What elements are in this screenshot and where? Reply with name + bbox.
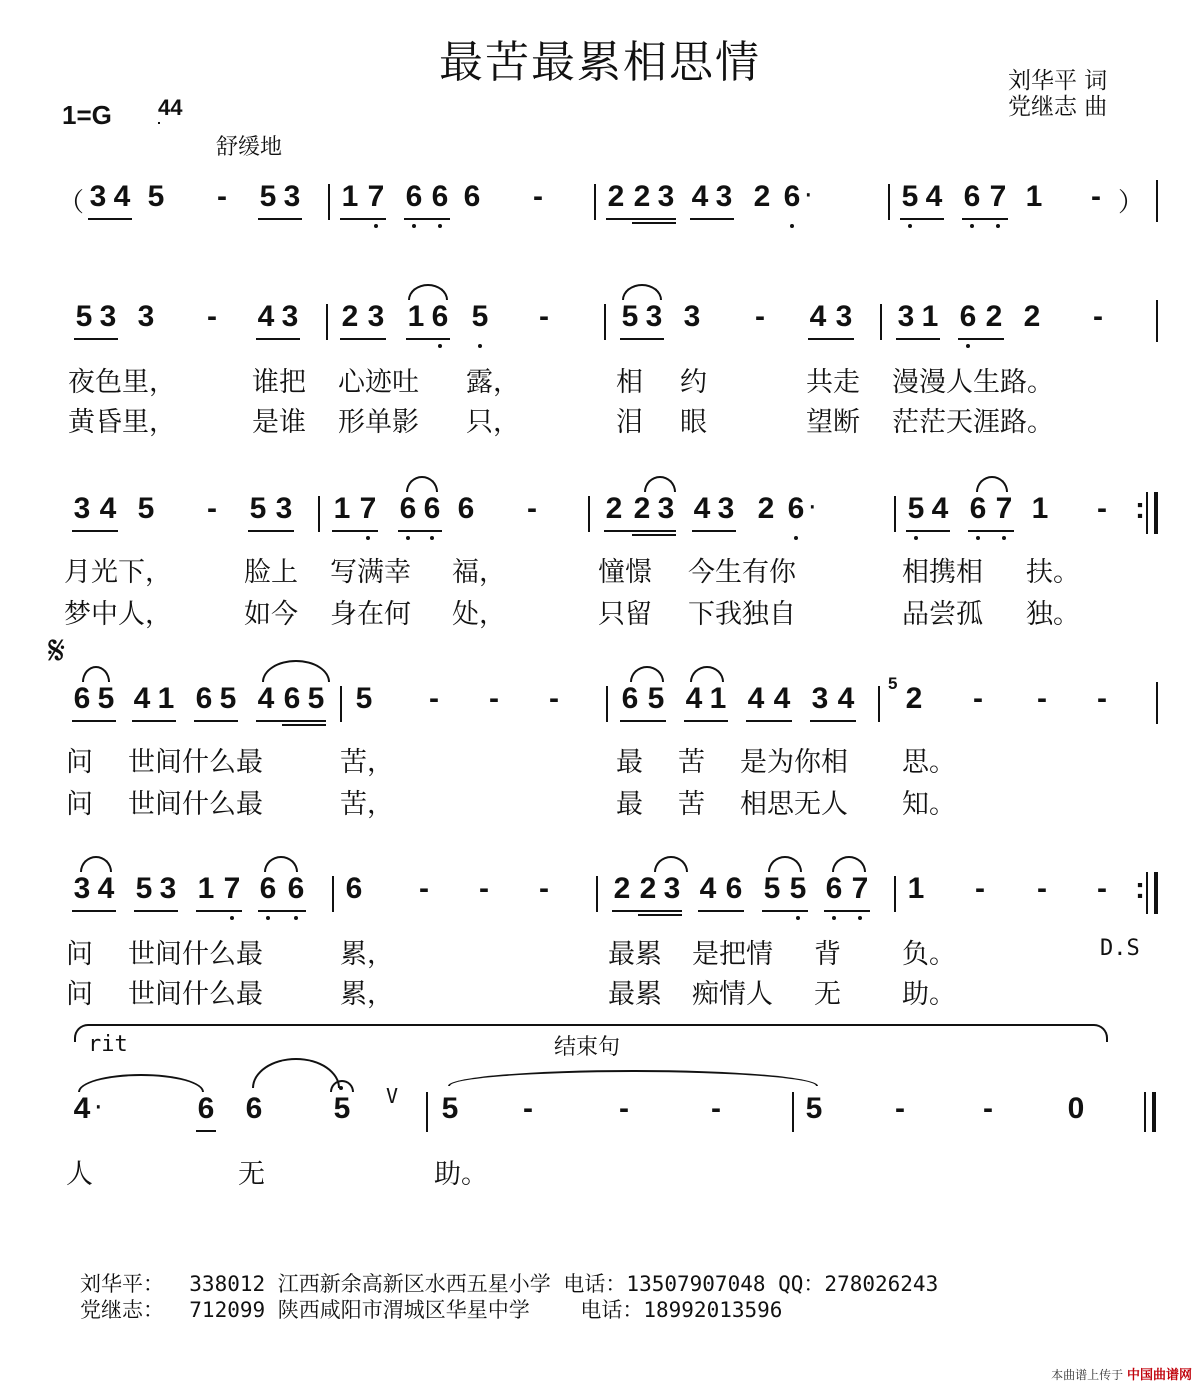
song-title: 最苦最累相思情 [439, 37, 761, 88]
lyric-syllable: 负。 [902, 939, 956, 970]
lyric-syllable: 憧憬 [598, 557, 652, 588]
lyric-syllable: 写满幸 [330, 557, 411, 588]
lyric-syllable: 苦 [678, 789, 705, 820]
lyric-syllable: 约 [680, 367, 707, 398]
lyric-syllable: 世间什么最 [128, 939, 263, 970]
lyric-syllable: 露， [466, 367, 520, 398]
lyric-syllable: 处， [452, 599, 506, 630]
staff-row-1: （ 3 4 5 - 5 3 1 7 6 6 6 - 2 2 3 4 3 2 6 · 5 4 6 7 1 - ） [0, 180, 1200, 240]
lyric-syllable: 只， [466, 407, 520, 438]
lyric-syllable: 是谁 [252, 407, 306, 438]
time-signature: 4 4 [158, 96, 178, 120]
lyric-syllable: 今生有你 [688, 557, 796, 588]
lyric-syllable: 助。 [434, 1159, 488, 1190]
lyric-syllable: 世间什么最 [128, 747, 263, 778]
lyric-syllable: 漫漫人生路。 [892, 367, 1054, 398]
rit-marking: rit [88, 1032, 128, 1057]
lyric-syllable: 最 [616, 789, 643, 820]
lyric-syllable: 人 [66, 1159, 93, 1190]
lyric-syllable: 如今 [244, 599, 298, 630]
lyric-syllable: 心迹吐 [338, 367, 419, 398]
lyric-syllable: 脸上 [244, 557, 298, 588]
staff-row-6: 4 · 6 6 5 V 5 - - - 5 - - 0 [0, 1092, 1200, 1152]
lyric-syllable: 问 [66, 979, 93, 1010]
lyric-syllable: 最累 [608, 979, 662, 1010]
lyric-syllable: 望断 [806, 407, 860, 438]
lyric-syllable: 苦， [340, 747, 394, 778]
composer-credit: 党继志 曲 [1008, 94, 1108, 120]
lyric-syllable: 苦， [340, 789, 394, 820]
lyric-syllable: 泪 [616, 407, 643, 438]
lyric-syllable: 问 [66, 789, 93, 820]
staff-row-5: 3 4 5 3 1 7 6 6 6 - - - 2 2 3 4 6 5 5 6 7 1 - - - : [0, 872, 1200, 932]
lyric-syllable: 是为你相 [740, 747, 848, 778]
lyric-syllable: 眼 [680, 407, 707, 438]
lyric-syllable: 相 [616, 367, 643, 398]
footer-contact-composer: 党继志： 712099 陕西咸阳市渭城区华星中学 电话：18992013596 [80, 1298, 783, 1322]
lyric-syllable: 背 [814, 939, 841, 970]
lyric-syllable: 月光下， [64, 557, 172, 588]
lyric-syllable: 苦 [678, 747, 705, 778]
lyric-syllable: 茫茫天涯路。 [892, 407, 1054, 438]
tempo-marking: 舒缓地 [216, 135, 283, 160]
breath-mark: V [386, 1084, 399, 1108]
lyric-syllable: 谁把 [252, 367, 306, 398]
lyric-syllable: 福， [452, 557, 506, 588]
ending-label: 结束句 [554, 1035, 621, 1060]
site-logo-text: 中国曲谱网 [1126, 1368, 1192, 1383]
lyric-syllable: 世间什么最 [128, 789, 263, 820]
key-signature: 1=G [62, 100, 112, 130]
footer-contact-lyricist: 刘华平： 338012 江西新余高新区水西五星小学 电话：13507907048 QQ：278026243 [80, 1272, 939, 1296]
lyric-syllable: 累， [340, 939, 394, 970]
lyric-syllable: 相思无人 [740, 789, 848, 820]
upload-watermark: 本曲谱上传于 中国曲谱网 [1051, 1368, 1192, 1383]
lyric-syllable: 问 [66, 747, 93, 778]
lyric-row-2-verse-2: 黄昏里， [68, 407, 176, 438]
lyric-syllable: 无 [814, 979, 841, 1010]
lyricist-credit: 刘华平 词 [1008, 68, 1108, 94]
lyric-syllable: 品尝孤 [902, 599, 983, 630]
staff-row-4: 6 5 4 1 6 5 4 6 5 5 - - - 6 5 4 1 4 4 3 4 5 2 - - - [0, 682, 1200, 742]
lyric-syllable: 身在何 [330, 599, 411, 630]
dal-segno-marking: D.S [1100, 936, 1140, 961]
lyric-syllable: 问 [66, 939, 93, 970]
lyric-syllable: 最累 [608, 939, 662, 970]
lyric-syllable: 扶。 [1026, 557, 1080, 588]
lyric-syllable: 最 [616, 747, 643, 778]
lyric-syllable: 下我独自 [688, 599, 796, 630]
lyric-syllable: 世间什么最 [128, 979, 263, 1010]
lyric-syllable: 累， [340, 979, 394, 1010]
lyric-syllable: 是把情 [692, 939, 773, 970]
lyric-syllable: 相携相 [902, 557, 983, 588]
lyric-syllable: 形单影 [338, 407, 419, 438]
lyric-syllable: 共走 [806, 367, 860, 398]
lyric-syllable: 独。 [1026, 599, 1080, 630]
staff-row-3: 3 4 5 - 5 3 1 7 6 6 6 - 2 2 3 4 3 2 6 · 5 4 6 7 1 - : [0, 492, 1200, 552]
lyric-syllable: 无 [238, 1159, 265, 1190]
lyric-syllable: 梦中人， [64, 599, 172, 630]
segno-sign: 𝄋 [48, 628, 66, 674]
lyric-syllable: 只留 [598, 599, 652, 630]
lyric-syllable: 痴情人 [692, 979, 773, 1010]
lyric-syllable: 助。 [902, 979, 956, 1010]
lyric-syllable: 思。 [902, 747, 956, 778]
lyric-row-2-verse-1: 夜色里， [68, 367, 176, 398]
lyric-syllable: 知。 [902, 789, 956, 820]
staff-row-2: 5 3 3 - 4 3 2 3 1 6 5 - 5 3 3 - 4 3 3 1 6 2 2 - [0, 300, 1200, 360]
